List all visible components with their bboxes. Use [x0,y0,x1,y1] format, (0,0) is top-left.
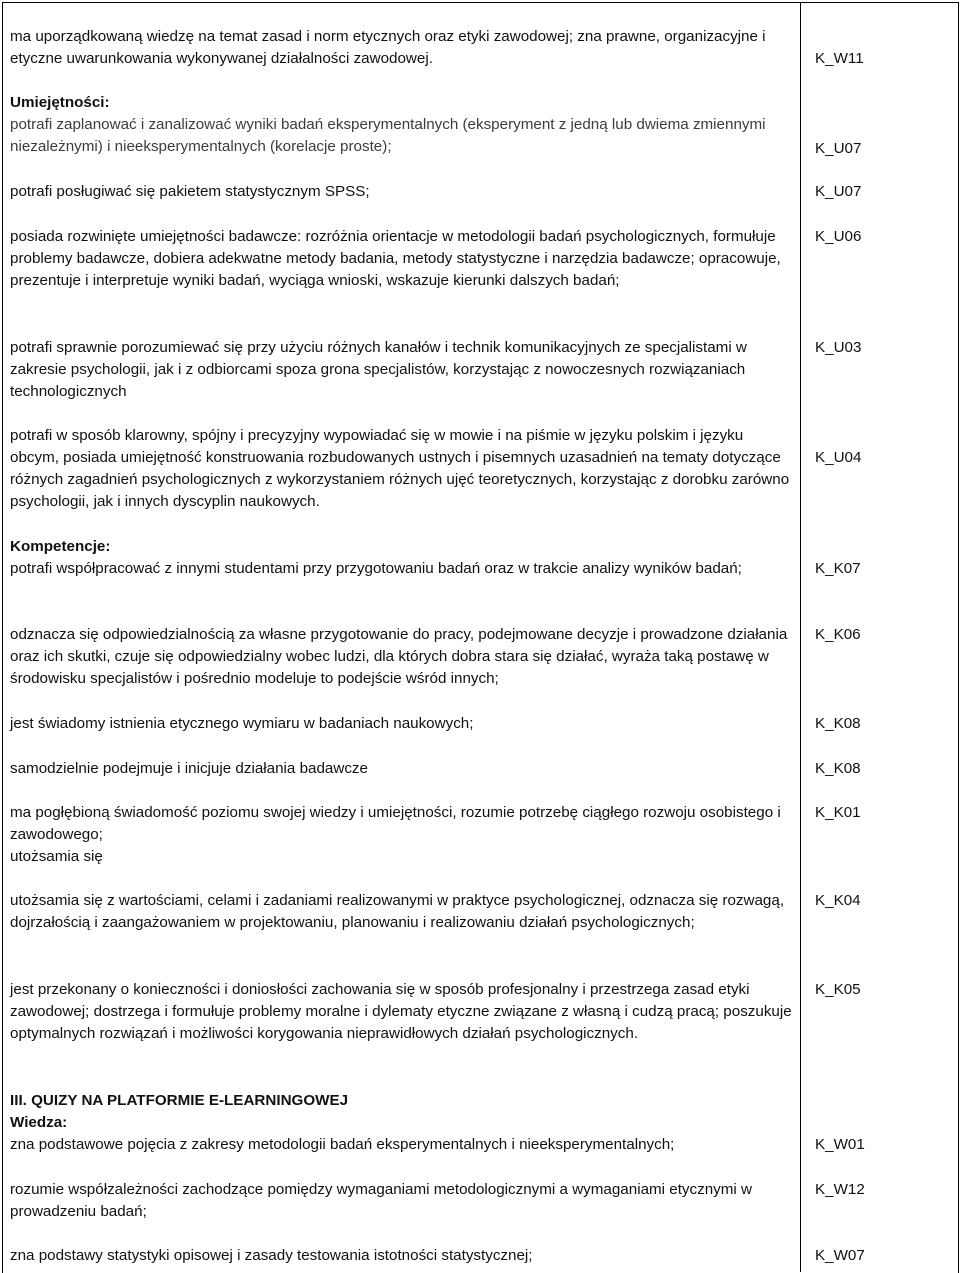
outcome-code: K_U07 [815,183,862,200]
outcome-code: K_K07 [815,560,861,577]
outcome-text: ma uporządkowaną wiedzę na temat zasad i norm etycznych oraz etyki zawodowej; zna prawne, organizacyjne i etyczne uwarunkowania wykonywanej działalności zawodowej. [10,28,766,67]
outcome-text: potrafi współpracować z innymi studentami przy przygotowaniu badań oraz w trakcie analizy wyników badań; [10,560,742,577]
outcome-text: zna podstawowe pojęcia z zakresy metodologii badań eksperymentalnych i nieeksperymentalnych; [10,1136,675,1153]
outcome-code: K_U06 [815,228,862,245]
outcome-code: K_U04 [815,449,862,466]
outcome-code: K_W07 [815,1247,865,1264]
outcome-code: K_K08 [815,715,861,732]
column-divider [800,2,801,1272]
outcome-text: potrafi posługiwać się pakietem statystycznym SPSS; [10,183,370,200]
outcome-code: K_U03 [815,339,862,356]
section-heading: Kompetencje: [10,538,111,555]
outcome-text: samodzielnie podejmuje i inicjuje działania badawcze [10,760,368,777]
outcome-text: odznacza się odpowiedzialnością za własne przygotowanie do pracy, podejmowane decyzje i prowadzone działania oraz ich skutki, czuje się odpowiedzialny wobec ludzi, dla których dobra stara się działać, wyraża taką postawę w środowisku specjalistów i pośrednio modeluje to podejście wśród innych; [10,626,788,687]
outcome-text: jest świadomy istnienia etycznego wymiaru w badaniach naukowych; [10,715,474,732]
outcome-code: K_K05 [815,981,861,998]
outcome-text: potrafi zaplanować i zanalizować wyniki badań eksperymentalnych (eksperyment z jedną lub dwiema zmiennymi niezależnymi) i nieeksperymentalnych (korelacje proste); [10,116,766,155]
outcome-text: zna podstawy statystyki opisowej i zasady testowania istotności statystycznej; [10,1247,533,1264]
outcome-text: potrafi sprawnie porozumiewać się przy użyciu różnych kanałów i technik komunikacyjnych ze specjalistami w zakresie psychologii, jak i z odbiorcami spoza grona specjalistów, korzystając z nowoczesnych rozwiązaniach technologicznych [10,339,747,400]
section-heading: III. QUIZY NA PLATFORMIE E-LEARNINGOWEJ [10,1092,349,1109]
outcome-code: K_K08 [815,760,861,777]
outcome-text: jest przekonany o konieczności i doniosłości zachowania się w sposób profesjonalny i przestrzega zasad etyki zawodowej; dostrzega i formułuje problemy moralne i dylematy etyczne związane z własną i cudzą pracą; poszukuje optymalnych rozwiązań i możliwości korygowania nieprawidłowych działań psychologicznych. [10,981,792,1042]
outcome-code: K_W01 [815,1136,865,1153]
outcome-text: potrafi w sposób klarowny, spójny i precyzyjny wypowiadać się w mowie i na piśmie w języku polskim i języku obcym, posiada umiejętność konstruowania rozbudowanych ustnych i pisemnych uzasadnień na tematy dotyczące różnych zagadnień psychologicznych z wykorzystaniem różnych ujęć teoretycznych, korzystając z dorobku zarówno psychologii, jak i innych dyscyplin naukowych. [10,427,790,510]
outcome-code: K_K01 [815,804,861,821]
section-heading: Wiedza: [10,1114,68,1131]
outcome-text: ma pogłębioną świadomość poziomu swojej wiedzy i umiejętności, rozumie potrzebę ciągłego rozwoju osobistego i zawodowego; [10,804,781,843]
outcome-code: K_W11 [815,50,864,67]
outcome-code: K_K06 [815,626,861,643]
outcome-code: K_W12 [815,1181,865,1198]
section-heading: Umiejętności: [10,94,110,111]
outcome-text: posiada rozwinięte umiejętności badawcze: rozróżnia orientacje w metodologii badań psychologicznych, formułuje problemy badawcze, dobiera adekwatne metody badania, metody statystyczne i narzędzia badawcze; opracowuje, prezentuje i interpretuje wyniki badań, wyciąga wnioski, wskazuje kierunki dalszych badań; [10,228,781,289]
outcome-code: K_U07 [815,140,862,157]
outcome-code: K_K04 [815,892,861,909]
outcome-text-continuation: utożsamia się [10,848,103,865]
outcome-text: rozumie współzależności zachodzące pomiędzy wymaganiami metodologicznymi a wymaganiami etycznymi w prowadzeniu badań; [10,1181,752,1220]
outcome-text: utożsamia się z wartościami, celami i zadaniami realizowanymi w praktyce psychologicznej, odznacza się rozwagą, dojrzałością i zaangażowaniem w projektowaniu, planowaniu i realizowaniu działań psychologicznych; [10,892,785,931]
